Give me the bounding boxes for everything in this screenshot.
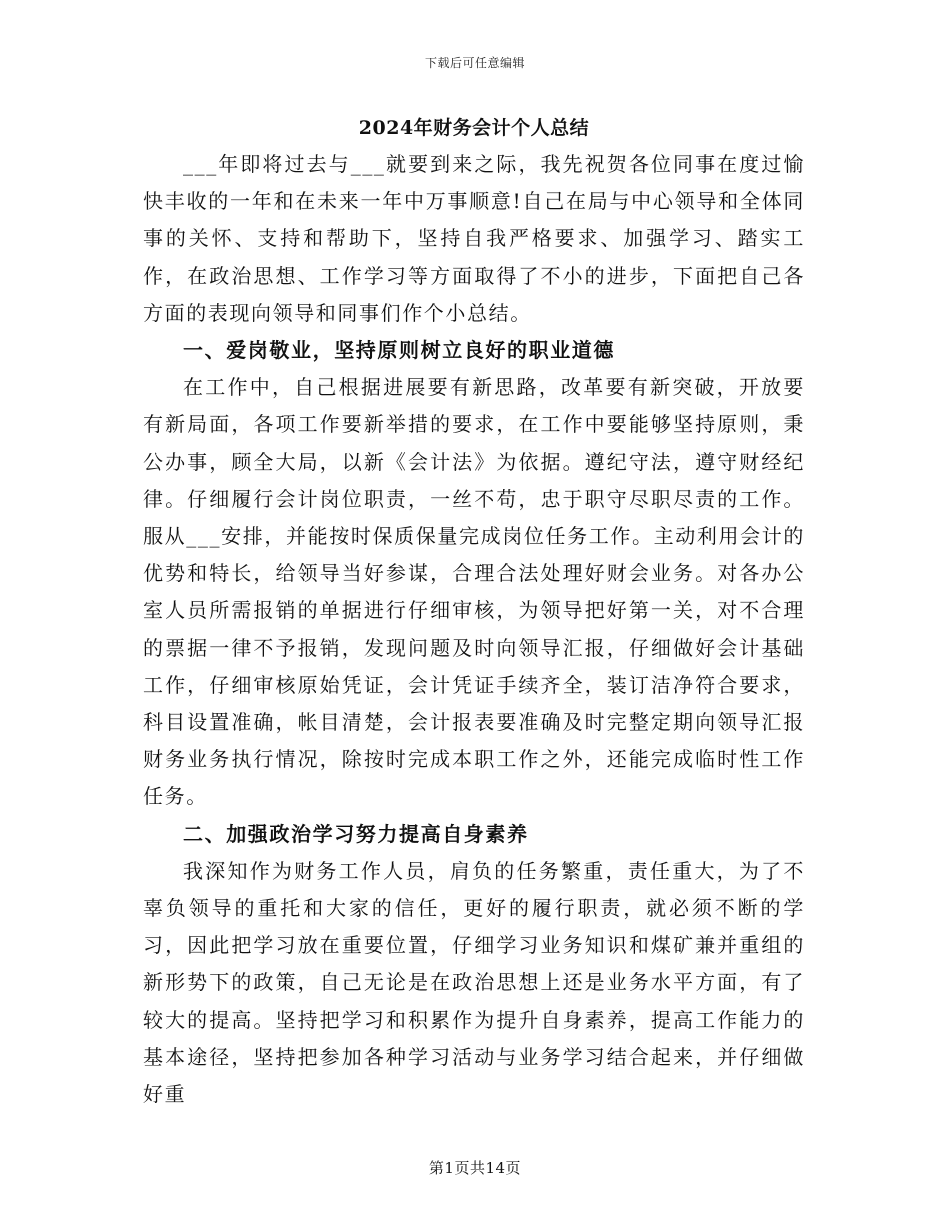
section-2-paragraph: 我深知作为财务工作人员，肩负的任务繁重，责任重大，为了不辜负领导的重托和大家的信任，更好的履行职责，就必须不断的学习，因此把学习放在重要位置，仔细学习业务知识和煤矿兼并重组的新形势下的政策，自己无论是在政治思想上还是业务水平方面，有了较大的提高。坚持把学习和积累作为提升自身素养，提高工作能力的基本途径，坚持把参加各种学习活动与业务学习结合起来，并仔细做好重 bbox=[143, 858, 805, 1107]
intro-paragraph: ___年即将过去与___就要到来之际，我先祝贺各位同事在度过愉快丰收的一年和在未来一年中万事顺意!自己在局与中心领导和全体同事的关怀、支持和帮助下，坚持自我严格要求、加强学习、踏实工作，在政治思想、工作学习等方面取得了不小的进步，下面把自己各方面的表现向领导和同事们作个小总结。 bbox=[143, 152, 805, 325]
header-note: 下载后可任意编辑 bbox=[424, 56, 525, 70]
section-1-paragraph: 在工作中，自己根据进展要有新思路，改革要有新突破，开放要有新局面，各项工作要新举措的要求，在工作中要能够坚持原则，秉公办事，顾全大局，以新《会计法》为依据。遵纪守法，遵守财经纪律。仔细履行会计岗位职责，一丝不苟，忠于职守尽职尽责的工作。服从___安排，并能按时保质保量完成岗位任务工作。主动利用会计的优势和特长，给领导当好参谋，合理合法处理好财会业务。对各办公室人员所需报销的单据进行仔细审核，为领导把好第一关，对不合理的票据一律不予报销，发现问题及时向领导汇报，仔细做好会计基础工作，仔细审核原始凭证，会计凭证手续齐全，装订洁净符合要求，科目设置准确，帐目清楚，会计报表要准确及时完整定期向领导汇报财务业务执行情况，除按时完成本职工作之外，还能完成临时性工作任务。 bbox=[143, 375, 805, 809]
document-title: 2024年财务会计个人总结 bbox=[358, 117, 590, 139]
page-footer: 第1页共14页 bbox=[428, 1159, 522, 1177]
section-1-heading: 一、爱岗敬业，坚持原则树立良好的职业道德 bbox=[183, 338, 615, 363]
section-2-heading: 二、加强政治学习努力提高自身素养 bbox=[183, 821, 529, 846]
document-body bbox=[143, 112, 805, 1113]
